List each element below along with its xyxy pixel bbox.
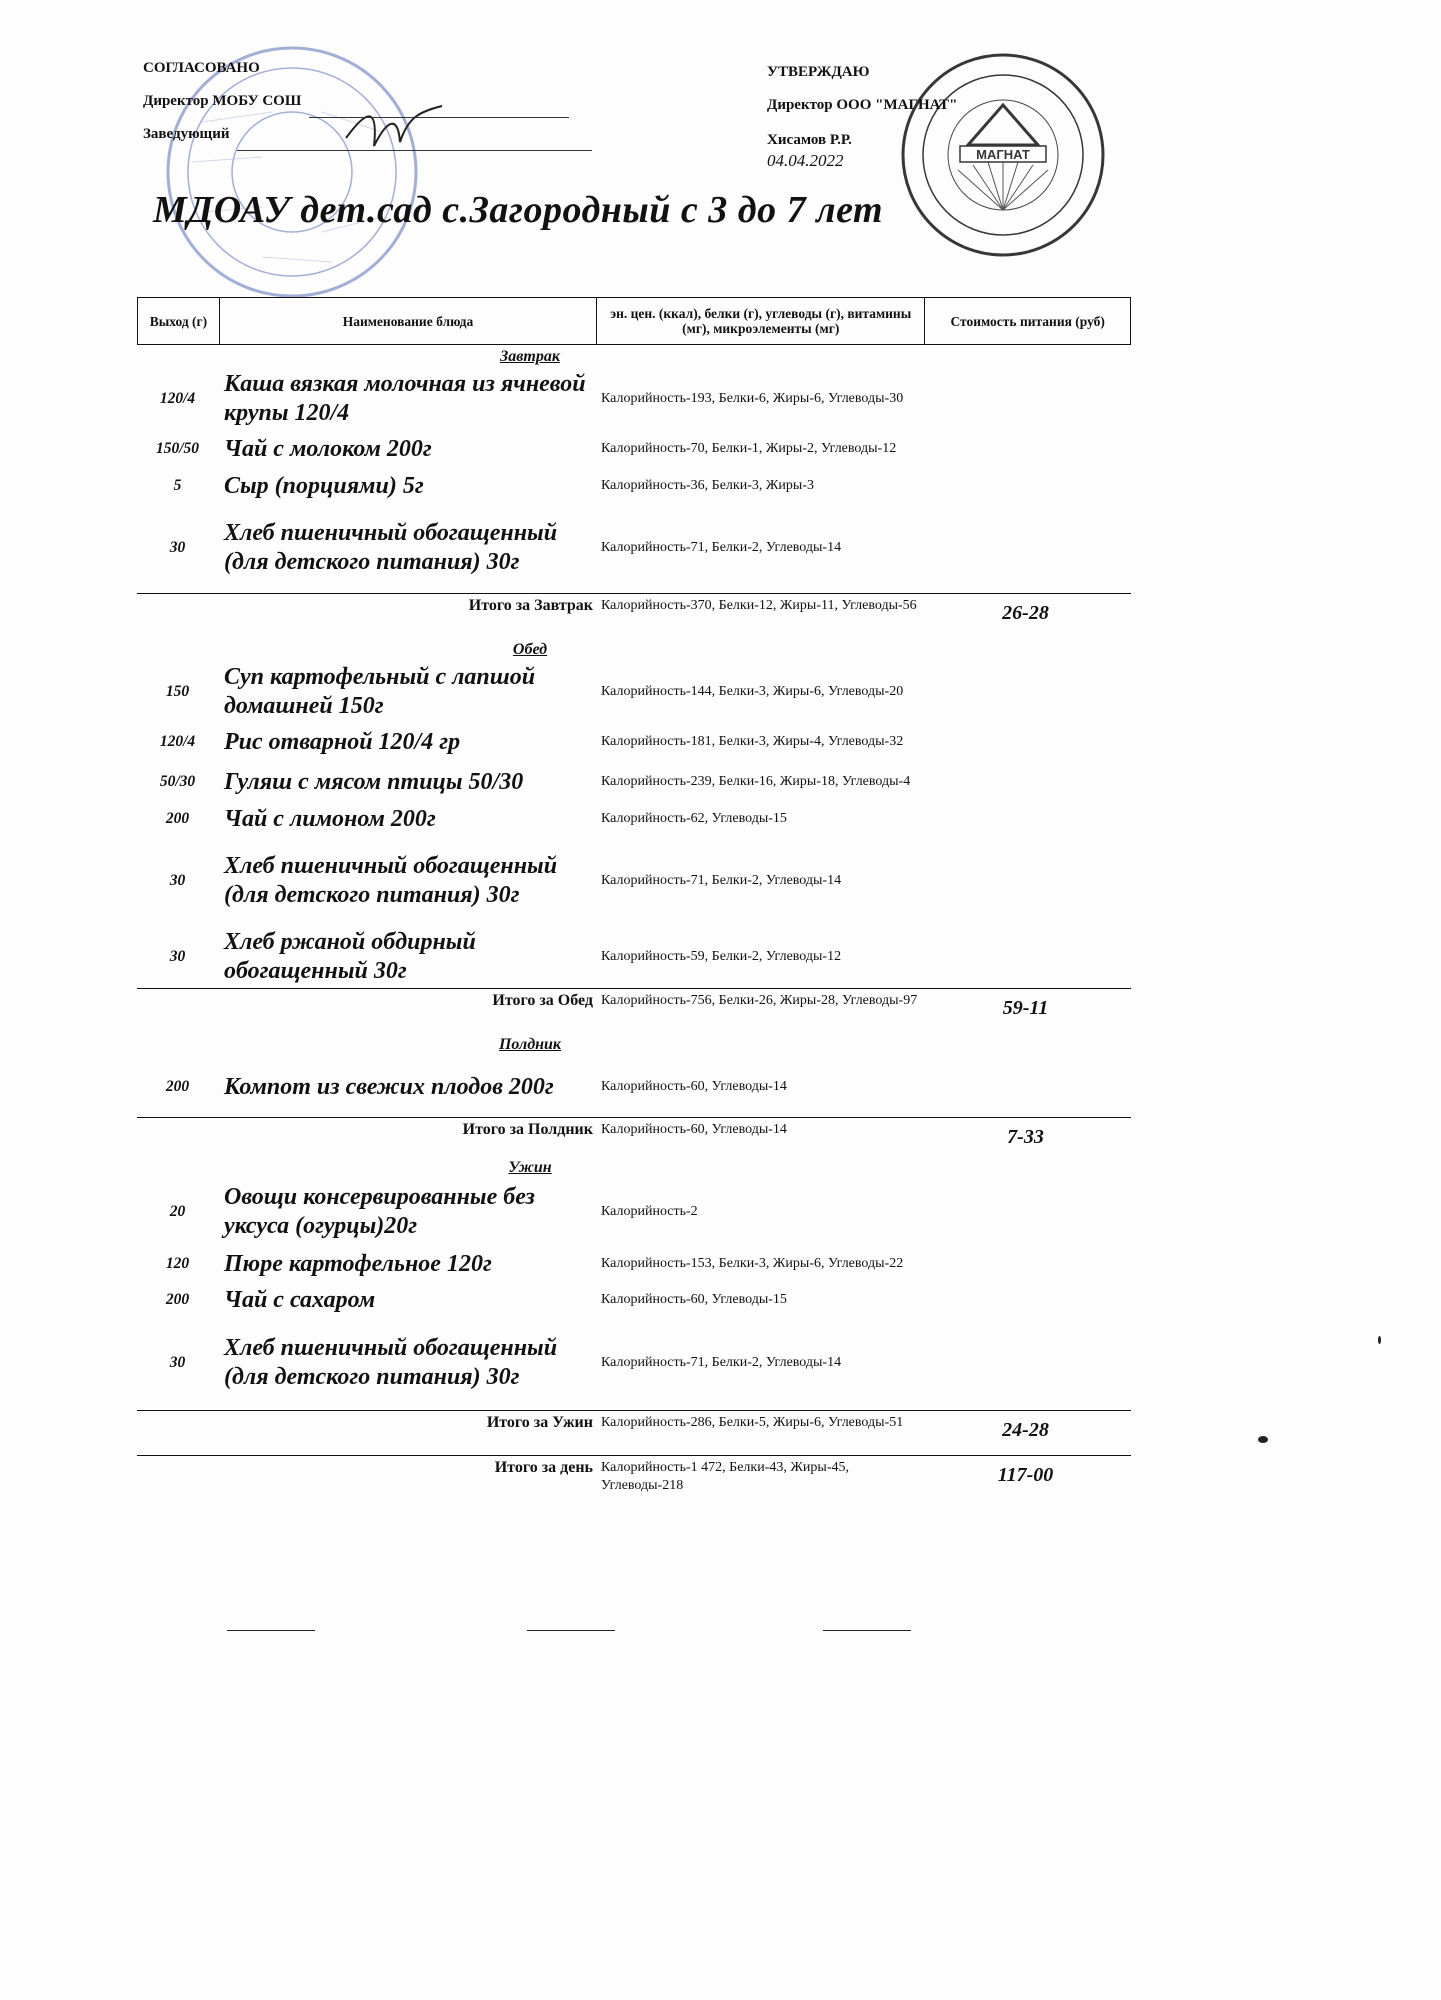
header-name: Наименование блюда bbox=[220, 298, 597, 344]
table-row bbox=[137, 429, 1131, 469]
row-out: 5 bbox=[173, 477, 182, 494]
table-header bbox=[137, 297, 1131, 345]
row-name: Чай с сахаром bbox=[224, 1286, 376, 1313]
row-nutrition: Калорийность-239, Белки-16, Жиры-18, Углеводы-4 bbox=[601, 774, 911, 789]
table-row bbox=[137, 662, 1131, 722]
row-name: Сыр (порциями) 5г bbox=[224, 472, 424, 499]
row-name: Хлеб пшеничный обогащенный (для детского питания) 30г bbox=[224, 1335, 558, 1390]
total-nutrition: Калорийность-756, Белки-26, Жиры-28, Углеводы-97 bbox=[601, 993, 918, 1008]
header-nutrition: эн. цен. (ккал), белки (г), углеводы (г), витамины (мг), микроэлементы (мг) bbox=[597, 298, 925, 344]
total-cost: 7-33 bbox=[1007, 1126, 1044, 1148]
row-out: 30 bbox=[169, 1354, 186, 1371]
section-total bbox=[137, 988, 1131, 1033]
scan-speck bbox=[1378, 1336, 1381, 1344]
row-name: Чай с молоком 200г bbox=[224, 435, 432, 462]
row-nutrition: Калорийность-193, Белки-6, Жиры-6, Углеводы-30 bbox=[601, 391, 904, 406]
row-out: 120 bbox=[165, 1255, 190, 1272]
footer-line bbox=[823, 1630, 911, 1631]
table-row bbox=[137, 722, 1131, 762]
table-row bbox=[137, 503, 1131, 593]
row-out: 200 bbox=[165, 810, 190, 827]
row-nutrition: Калорийность-71, Белки-2, Углеводы-14 bbox=[601, 873, 842, 888]
row-out: 30 bbox=[169, 948, 186, 965]
agreed-line-2: Заведующий bbox=[143, 118, 592, 151]
row-nutrition: Калорийность-62, Углеводы-15 bbox=[601, 811, 787, 826]
table-row bbox=[137, 926, 1131, 988]
total-cost: 24-28 bbox=[1002, 1419, 1049, 1441]
row-nutrition: Калорийность-70, Белки-1, Жиры-2, Углеводы-12 bbox=[601, 441, 897, 456]
section-title: Обед bbox=[512, 641, 548, 658]
table-row bbox=[137, 802, 1131, 836]
row-out: 200 bbox=[165, 1078, 190, 1095]
day-total-cost: 117-00 bbox=[997, 1464, 1054, 1486]
total-label: Итого за Завтрак bbox=[468, 597, 593, 614]
total-cost: 59-11 bbox=[1002, 997, 1049, 1019]
day-total-nutrition: Калорийность-1 472, Белки-43, Жиры-45, Углеводы-218 bbox=[601, 1460, 849, 1493]
total-nutrition: Калорийность-60, Углеводы-14 bbox=[601, 1122, 787, 1137]
row-name: Чай с лимоном 200г bbox=[224, 805, 436, 832]
table-row bbox=[137, 836, 1131, 926]
table-row bbox=[137, 1057, 1131, 1117]
row-name: Хлеб пшеничный обогащенный (для детского питания) 30г bbox=[224, 520, 558, 575]
section-title: Ужин bbox=[508, 1159, 552, 1176]
row-out: 50/30 bbox=[159, 773, 196, 790]
section-title: Завтрак bbox=[500, 348, 560, 365]
row-nutrition: Калорийность-181, Белки-3, Жиры-4, Углеводы-32 bbox=[601, 734, 904, 749]
row-nutrition: Калорийность-59, Белки-2, Углеводы-12 bbox=[601, 949, 842, 964]
row-out: 200 bbox=[165, 1291, 190, 1308]
day-total-label: Итого за день bbox=[494, 1459, 593, 1476]
row-name: Суп картофельный с лапшой домашней 150г bbox=[224, 664, 536, 719]
table-row bbox=[137, 1180, 1131, 1244]
row-name: Компот из свежих плодов 200г bbox=[224, 1073, 554, 1100]
section-total bbox=[137, 1117, 1131, 1156]
row-nutrition: Калорийность-71, Белки-2, Углеводы-14 bbox=[601, 540, 842, 555]
agreed-line-1: Директор МОБУ СОШ bbox=[143, 85, 592, 118]
total-nutrition: Калорийность-370, Белки-12, Жиры-11, Углеводы-56 bbox=[601, 598, 917, 613]
row-out: 120/4 bbox=[159, 733, 196, 750]
approval-right-block bbox=[767, 56, 958, 170]
approval-left-block bbox=[143, 52, 592, 151]
approve-date: 04.04.2022 bbox=[767, 151, 844, 170]
menu-table bbox=[137, 297, 1131, 1500]
day-total bbox=[137, 1455, 1131, 1500]
table-row bbox=[137, 762, 1131, 802]
row-out: 20 bbox=[169, 1203, 186, 1220]
table-row bbox=[137, 1316, 1131, 1410]
row-nutrition: Калорийность-60, Углеводы-15 bbox=[601, 1292, 787, 1307]
row-name: Гуляш с мясом птицы 50/30 bbox=[224, 768, 524, 795]
row-out: 150 bbox=[165, 683, 190, 700]
section-total bbox=[137, 1410, 1131, 1455]
row-name: Хлеб пшеничный обогащенный (для детского питания) 30г bbox=[224, 853, 558, 908]
total-label: Итого за Полдник bbox=[462, 1121, 593, 1138]
header-out: Выход (г) bbox=[138, 298, 220, 344]
approve-line-1: Директор ООО "МАГНАТ" bbox=[767, 97, 958, 113]
total-label: Итого за Ужин bbox=[486, 1414, 593, 1431]
row-nutrition: Калорийность-71, Белки-2, Углеводы-14 bbox=[601, 1355, 842, 1370]
total-cost: 26-28 bbox=[1002, 602, 1049, 624]
row-name: Хлеб ржаной обдирный обогащенный 30г bbox=[224, 929, 476, 984]
section-title: Полдник bbox=[498, 1036, 562, 1053]
table-row bbox=[137, 1284, 1131, 1316]
row-out: 30 bbox=[169, 539, 186, 556]
row-name: Рис отварной 120/4 гр bbox=[224, 728, 461, 755]
page-title: МДОАУ дет.сад с.Загородный с 3 до 7 лет bbox=[153, 189, 884, 231]
header-cost: Стоимость питания (руб) bbox=[950, 313, 1105, 329]
row-nutrition: Калорийность-153, Белки-3, Жиры-6, Углеводы-22 bbox=[601, 1256, 904, 1271]
table-row bbox=[137, 1244, 1131, 1284]
row-nutrition: Калорийность-2 bbox=[601, 1204, 698, 1219]
approve-line-2: Хисамов Р.Р. bbox=[767, 132, 852, 148]
row-nutrition: Калорийность-60, Углеводы-14 bbox=[601, 1079, 787, 1094]
section-total bbox=[137, 593, 1131, 638]
scan-speck bbox=[1258, 1436, 1268, 1443]
total-label: Итого за Обед bbox=[492, 992, 593, 1009]
row-name: Каша вязкая молочная из ячневой крупы 120/4 bbox=[224, 371, 586, 426]
agreed-title: СОГЛАСОВАНО bbox=[143, 60, 260, 76]
row-nutrition: Калорийность-36, Белки-3, Жиры-3 bbox=[601, 478, 814, 493]
row-out: 30 bbox=[169, 872, 186, 889]
row-nutrition: Калорийность-144, Белки-3, Жиры-6, Углеводы-20 bbox=[601, 684, 904, 699]
row-out: 120/4 bbox=[159, 390, 196, 407]
table-row bbox=[137, 369, 1131, 429]
footer-line bbox=[227, 1630, 315, 1631]
row-name: Пюре картофельное 120г bbox=[224, 1250, 492, 1277]
stamp-right-text: МАГНАТ bbox=[976, 147, 1030, 162]
row-out: 150/50 bbox=[155, 440, 200, 457]
footer-line bbox=[527, 1630, 615, 1631]
table-row bbox=[137, 469, 1131, 503]
row-name: Овощи консервированные без уксуса (огурцы)20г bbox=[224, 1184, 535, 1239]
total-nutrition: Калорийность-286, Белки-5, Жиры-6, Углеводы-51 bbox=[601, 1415, 904, 1430]
approve-title: УТВЕРЖДАЮ bbox=[767, 64, 870, 80]
